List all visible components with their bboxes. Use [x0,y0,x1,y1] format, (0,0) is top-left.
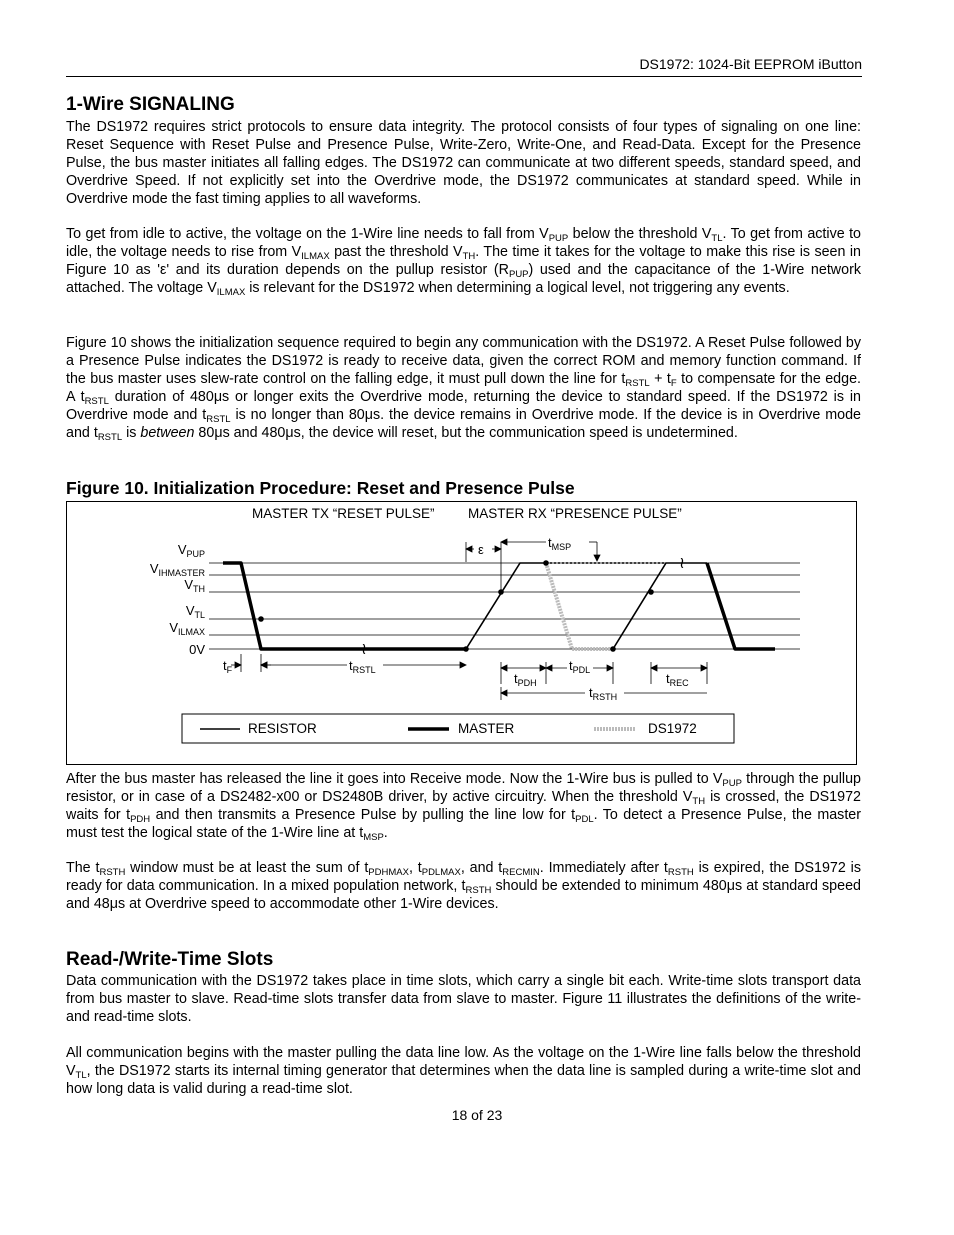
break-mark-rsth: ≀ [679,555,685,572]
timing-diagram-svg [67,502,856,764]
label-tpdl: $t_{PDL}$ [569,658,591,675]
label-tmsp: $t_{MSP}$ [548,535,572,552]
section-heading-time-slots: Read-/Write-Time Slots [66,949,274,970]
resistor-waveform-rise [466,563,546,649]
level-label-vpup: $V_{PUP}$ [177,542,205,559]
label-master-rx: MASTER RX “PRESENCE PULSE” [468,506,682,521]
paragraph-initialization: Figure 10 shows the initialization sequence required to begin any communication with the DS1972. A Reset Pulse followed by a Presence Pulse indicates the DS1972 is ready to receive data, given the correct ROM and memory function command. If the bus master uses slew-rate control on the falling edge, it must pull down the line for $t_{RSTL} + t_F$ to compensate for the edge. A $t_{RSTL}$ duration of 480μs or longer exits the Overdrive mode, returning the device to standard speed. If the DS1972 is in Overdrive mode and $t_{RSTL}$ is no longer than 80μs. the device remains in Overdrive mode. If the device is in Overdrive mode and $t_{RSTL}$ is between 80μs and 480μs, the device will reset, but the communication speed is undetermined. [66,335,862,443]
sample-points [258,560,654,652]
figure-10-diagram [66,501,857,765]
label-tpdh: $t_{PDH}$ [514,671,537,688]
label-epsilon-symbol: ε [478,542,484,557]
resistor-waveform-recovery [613,563,707,649]
label-trstl: $t_{RSTL}$ [349,658,376,675]
legend-label-resistor: RESISTOR [248,721,317,736]
paragraph-receive-mode: After the bus master has released the line it goes into Receive mode. Now the 1-Wire bus is pulled to $V_{PUP}$ through the pullup resistor, or in case of a DS2482-x00 or DS2480B driver, by active circuitry. When the threshold $V_{TH}$ is crossed, the DS1972 waits for $t_{PDH}$ and then transmits a Presence Pulse by pulling the line low for $t_{PDL}$. To detect a Presence Pulse, the master must test the logical state of the 1-Wire line at $t_{MSP}$. [66,771,862,843]
figure-title: Figure 10. Initialization Procedure: Reset and Presence Pulse [66,478,575,498]
break-mark-rstl: ≀ [361,641,367,658]
page-number: 18 of 23 [451,1107,503,1123]
ds1972-presence-pulse [546,563,613,649]
paragraph-protocol-intro: The DS1972 requires strict protocols to ensure data integrity. The protocol consists of four types of signaling on one line: Reset Sequence with Reset Pulse and Presence Pulse, Write-Zero, Write-One, and Read-Data. Except for the Presence Pulse, the bus master initiates all falling edges. The DS1972 can communicate at two different speeds, standard speed, and Overdrive Speed. If not explicitly set into the Overdrive mode, the DS1972 communicates at standard speed. While in Overdrive mode the fast timing applies to all waveforms. [66,119,861,207]
legend-label-ds1972: DS1972 [648,721,697,736]
header-rule [66,76,862,77]
label-trec: $t_{REC}$ [666,671,689,688]
section-heading-1wire-signaling: 1-Wire SIGNALING [66,94,235,115]
level-label-vth: $V_{TH}$ [184,577,205,594]
level-label-vihmaster: $V_{IHMASTER}$ [149,561,205,578]
level-label-vtl: $V_{TL}$ [185,603,205,620]
running-header: DS1972: 1024-Bit EEPROM iButton [639,56,862,72]
paragraph-time-slots-intro: Data communication with the DS1972 takes place in time slots, which carry a single bit each. Write-time slots transport data from bus master to slave. Read-time slots transfer data from slave to master. Figure 11 illustrates the definitions of the write- and read-time slots. [66,973,861,1025]
legend-label-master: MASTER [458,721,515,736]
master-waveform-end [707,563,775,649]
label-trsth: $t_{RSTH}$ [589,685,618,702]
timing-markers [241,542,707,700]
label-master-tx: MASTER TX “RESET PULSE” [252,506,435,521]
paragraph-thresholds: To get from idle to active, the voltage on the 1-Wire line needs to fall from $V_{PUP}$ below the threshold $V_{TL}$. To get from active to idle, the voltage needs to rise from $V_{ILMAX}$ past the threshold $V_{TH}$. The time it takes for the voltage to make this rise is seen in Figure 10 as 'ε' and its duration depends on the pullup resistor $(R_{PUP})$ used and the capacitance of the 1-Wire network attached. The voltage $V_{ILMAX}$ is relevant for the DS1972 when determining a logical level, not triggering any events. [66,226,862,298]
label-tf: $t_F$ [223,658,233,675]
paragraph-communication-begins: All communication begins with the master pulling the data line low. As the voltage on the 1-Wire line falls below the threshold $V_{TL}$, the DS1972 starts its internal timing generator that determines when the data line is sampled during a write-time slot and how long data is valid during a read-time slot. [66,1045,861,1097]
level-label-0v: 0V [189,642,205,657]
paragraph-trsth-window: The $t_{RSTH}$ window must be at least the sum of $t_{PDHMAX}$, $t_{PDLMAX}$, and $t_{RECMIN}$. Immediately after $t_{RSTH}$ is expired, the DS1972 is ready for data communication. In a mixed population network, $t_{RSTH}$ should be extended to minimum 480μs at standard speed and 48μs at Overdrive speed to accommodate other 1-Wire devices. [66,860,861,912]
tpdh-tpdl-arrows [501,665,707,671]
level-label-vilmax: $V_{ILMAX}$ [169,620,205,637]
master-waveform-reset [223,563,466,649]
